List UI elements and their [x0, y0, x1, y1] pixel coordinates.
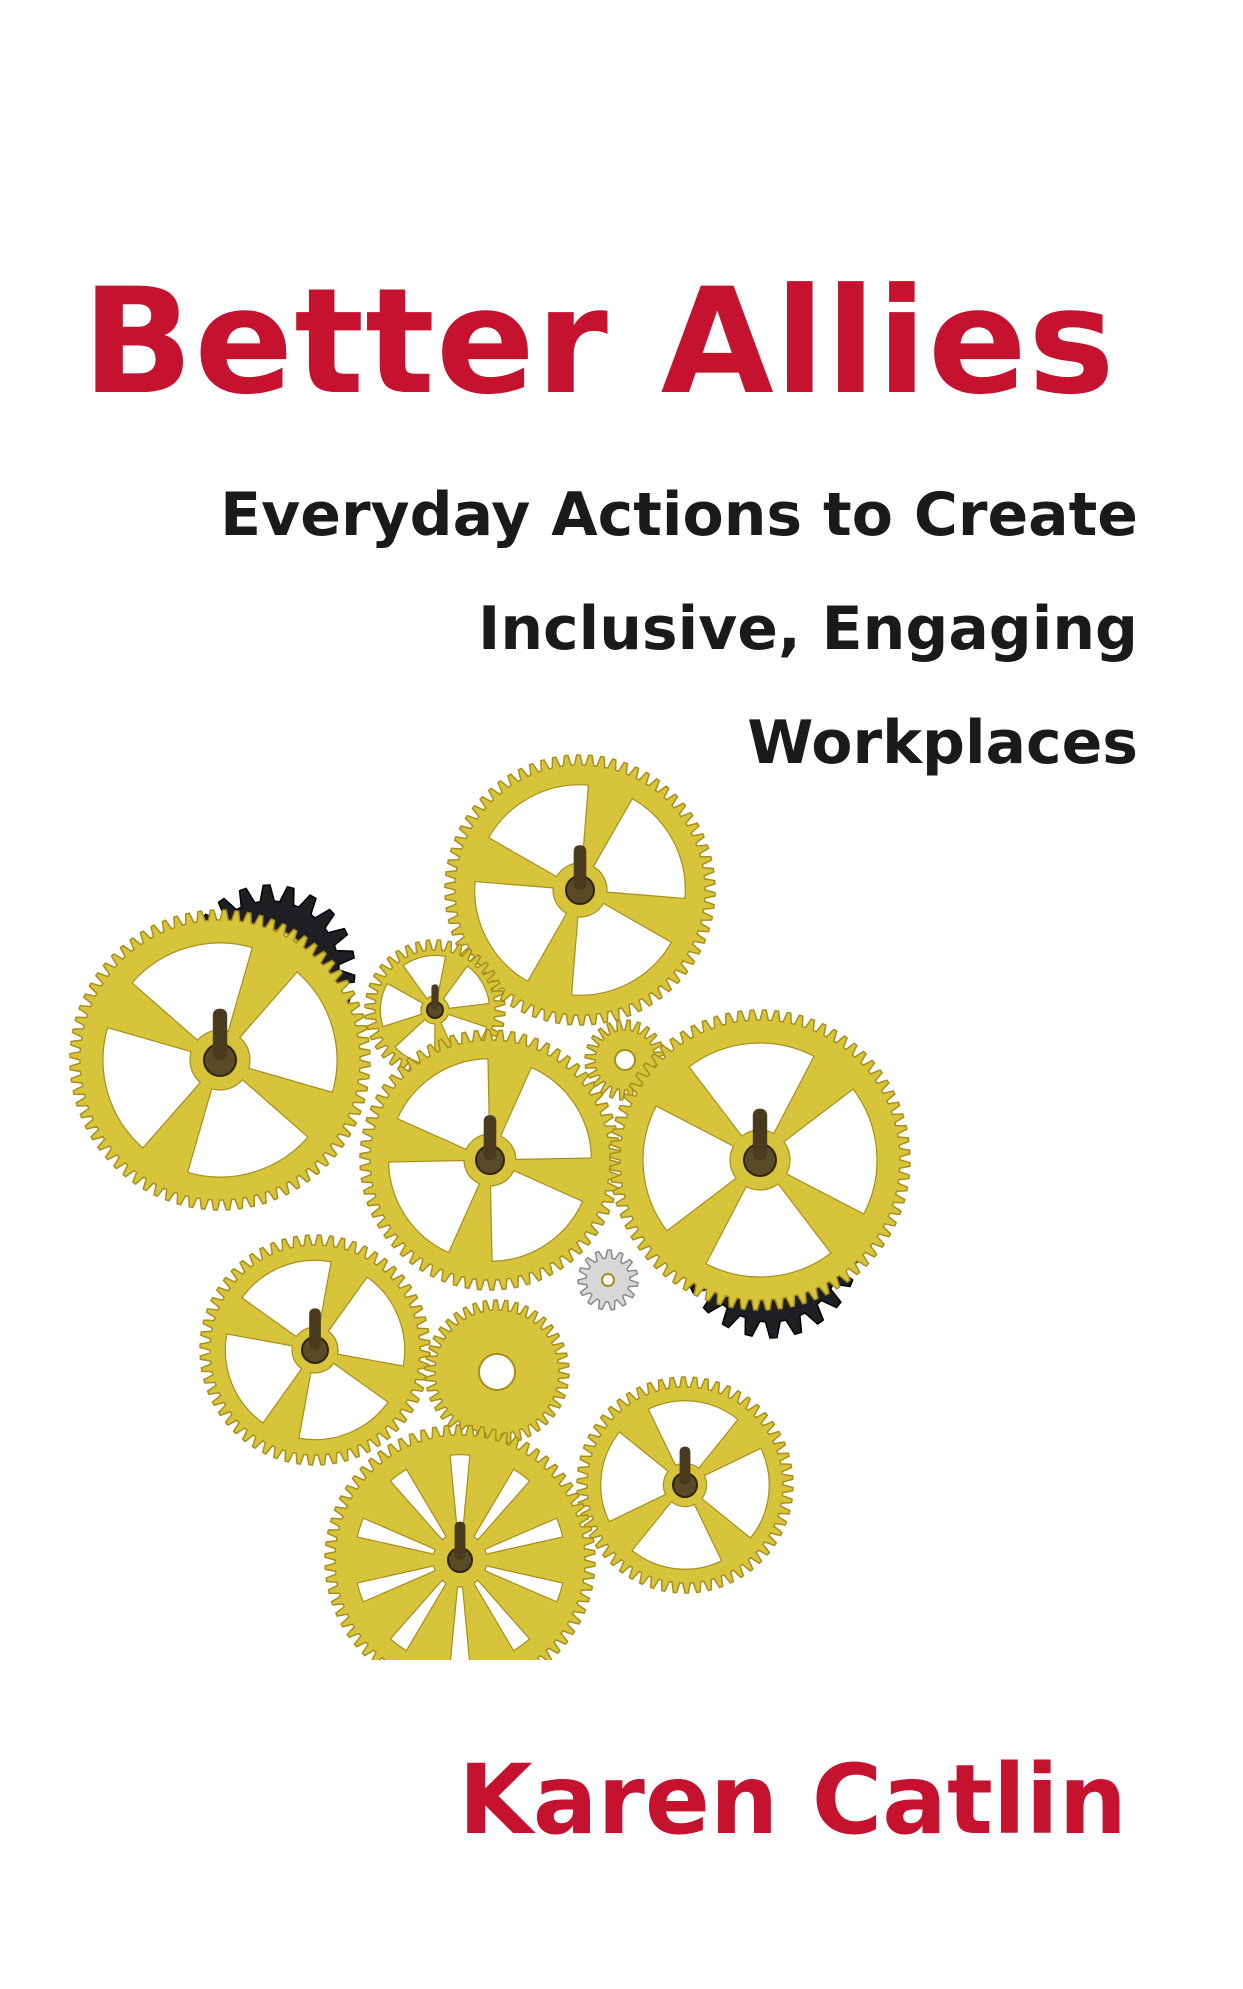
brass-gear-lower-left-arbor — [309, 1308, 321, 1350]
brass-gear-lower-left — [200, 1235, 430, 1465]
brass-gear-plain-hole — [479, 1354, 515, 1390]
brass-gear-left — [70, 910, 370, 1210]
brass-gear-bottom-arbor — [455, 1522, 466, 1560]
brass-gear-center — [360, 1030, 620, 1290]
brass-gear-top-arbor — [574, 845, 587, 890]
subtitle-line-1: Everyday Actions to Create — [220, 480, 1138, 550]
subtitle-line-2: Inclusive, Engaging — [478, 594, 1138, 664]
clockwork-gears-icon — [60, 740, 960, 1660]
brass-gear-center-arbor — [484, 1115, 497, 1160]
book-title: Better Allies — [82, 257, 1116, 427]
brass-gear-left-arbor — [213, 1009, 227, 1060]
brass-gear-right — [610, 1010, 910, 1310]
brass-gear-lower-right-arbor — [680, 1447, 691, 1485]
silver-escape-wheel-hole — [602, 1274, 614, 1286]
book-author: Karen Catlin — [458, 1744, 1127, 1856]
brass-gear-bottom — [325, 1425, 595, 1660]
brass-gear-right-arbor — [753, 1109, 767, 1160]
brass-gear-plain — [425, 1300, 569, 1444]
brass-gear-lower-right — [577, 1377, 793, 1593]
subtitle-line-3: Workplaces — [747, 708, 1138, 778]
silver-escape-wheel — [578, 1250, 638, 1310]
brass-gear-tiny-hole — [615, 1050, 635, 1070]
brass-gear-small-arbor — [431, 984, 438, 1010]
